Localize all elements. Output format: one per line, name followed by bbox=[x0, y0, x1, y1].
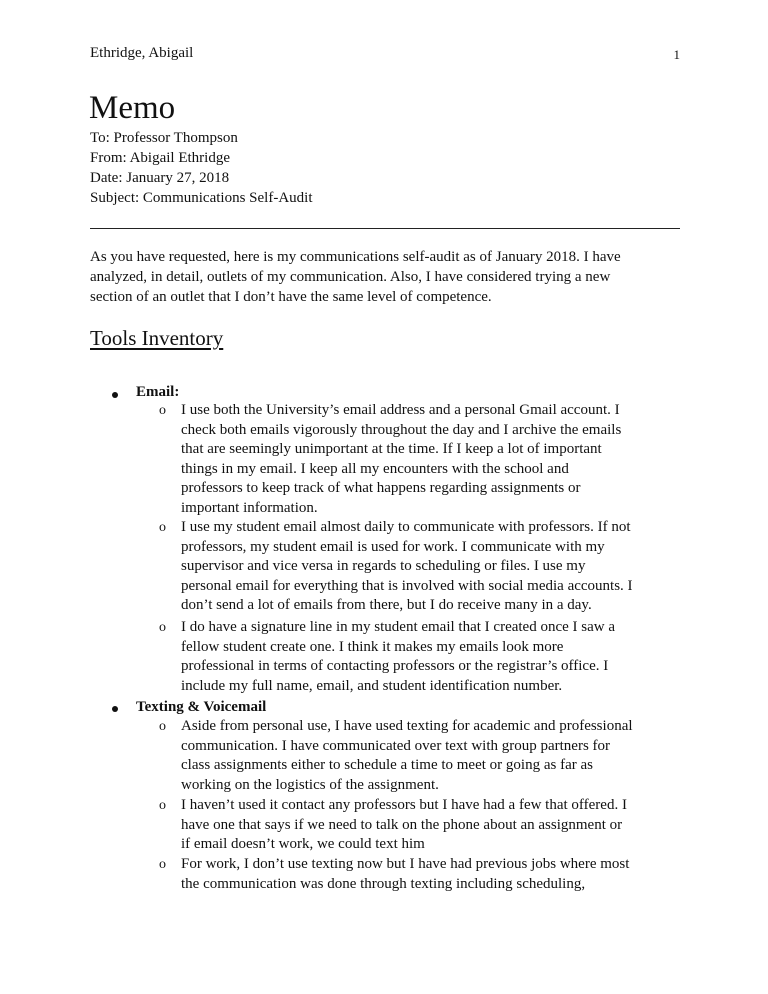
bullet-dot-icon bbox=[112, 392, 118, 398]
text-line: working on the logistics of the assignment. bbox=[181, 776, 439, 793]
text-line: I do have a signature line in my student email that I created once I saw a bbox=[181, 619, 616, 635]
memo-date: Date: January 27, 2018 bbox=[90, 170, 230, 186]
intro-paragraph bbox=[90, 247, 690, 307]
intro-line: As you have requested, here is my communications self-audit as of January 2018. I have bbox=[90, 249, 621, 265]
intro-line: section of an outlet that I don’t have the same level of competence. bbox=[90, 289, 492, 305]
sub-bullet-marker-icon: o bbox=[159, 403, 166, 418]
bullet-dot-icon bbox=[112, 706, 118, 712]
text-line: things in my email. I keep all my encounters with the school and bbox=[181, 460, 569, 477]
sub-bullet-marker-icon: o bbox=[159, 719, 166, 734]
memo-subject: Subject: Communications Self-Audit bbox=[90, 190, 313, 206]
texting-item-1 bbox=[181, 717, 691, 795]
memo-from: From: Abigail Ethridge bbox=[90, 150, 230, 166]
email-item-3 bbox=[181, 618, 691, 696]
intro-line: analyzed, in detail, outlets of my communication. Also, I have considered trying a new bbox=[90, 269, 611, 285]
text-line: communication. I have communicated over text with group partners for bbox=[181, 737, 611, 754]
text-line: that are seemingly unimportant at the time. If I keep a lot of important bbox=[181, 441, 602, 458]
email-item-1 bbox=[181, 401, 691, 519]
text-line: have one that says if we need to talk on the phone about an assignment or bbox=[181, 816, 623, 833]
text-line: the communication was done through texting including scheduling, bbox=[181, 875, 586, 892]
email-item-2 bbox=[181, 518, 691, 616]
text-line: include my full name, email, and student identification number. bbox=[181, 677, 563, 694]
text-line: don’t send a lot of emails from there, but I do receive many in a day. bbox=[181, 597, 592, 614]
text-line: important information. bbox=[181, 499, 318, 516]
sub-bullet-marker-icon: o bbox=[159, 520, 166, 535]
text-line: personal email for everything that is involved with social media accounts. I bbox=[181, 577, 633, 594]
page-number: 1 bbox=[673, 47, 680, 62]
text-line: if email doesn’t work, we could text him bbox=[181, 836, 425, 853]
text-line: For work, I don’t use texting now but I have had previous jobs where most bbox=[181, 856, 630, 872]
memo-to: To: Professor Thompson bbox=[90, 130, 238, 146]
text-line: supervisor and vice versa in regards to scheduling or files. I use my bbox=[181, 558, 586, 575]
bullet-label-email: Email: bbox=[136, 384, 180, 400]
divider-rule bbox=[90, 228, 680, 229]
sub-bullet-marker-icon: o bbox=[159, 620, 166, 635]
text-line: Aside from personal use, I have used texting for academic and professional bbox=[181, 718, 633, 734]
text-line: professional in terms of contacting professors or the registrar’s office. I bbox=[181, 658, 609, 675]
text-line: fellow student create one. I think it makes my emails look more bbox=[181, 638, 564, 655]
memo-title: Memo bbox=[89, 90, 176, 126]
texting-item-3 bbox=[181, 855, 691, 894]
section-heading: Tools Inventory bbox=[90, 326, 224, 350]
text-line: class assignments either to schedule a time to meet or going as far as bbox=[181, 757, 593, 774]
text-line: professors, my student email is used for work. I communicate with my bbox=[181, 538, 605, 555]
running-header-name: Ethridge, Abigail bbox=[90, 45, 194, 61]
sub-bullet-marker-icon: o bbox=[159, 798, 166, 813]
memo-fields bbox=[90, 128, 312, 208]
text-line: I use both the University’s email address and a personal Gmail account. I bbox=[181, 402, 620, 418]
text-line: I use my student email almost daily to communicate with professors. If not bbox=[181, 519, 631, 535]
text-line: check both emails vigorously throughout the day and I archive the emails bbox=[181, 421, 622, 438]
bullet-label-texting: Texting & Voicemail bbox=[136, 699, 267, 715]
texting-item-2 bbox=[181, 796, 691, 855]
sub-bullet-marker-icon: o bbox=[159, 857, 166, 872]
text-line: professors to keep track of what happens regarding assignments or bbox=[181, 480, 581, 497]
text-line: I haven’t used it contact any professors but I have had a few that offered. I bbox=[181, 797, 627, 813]
